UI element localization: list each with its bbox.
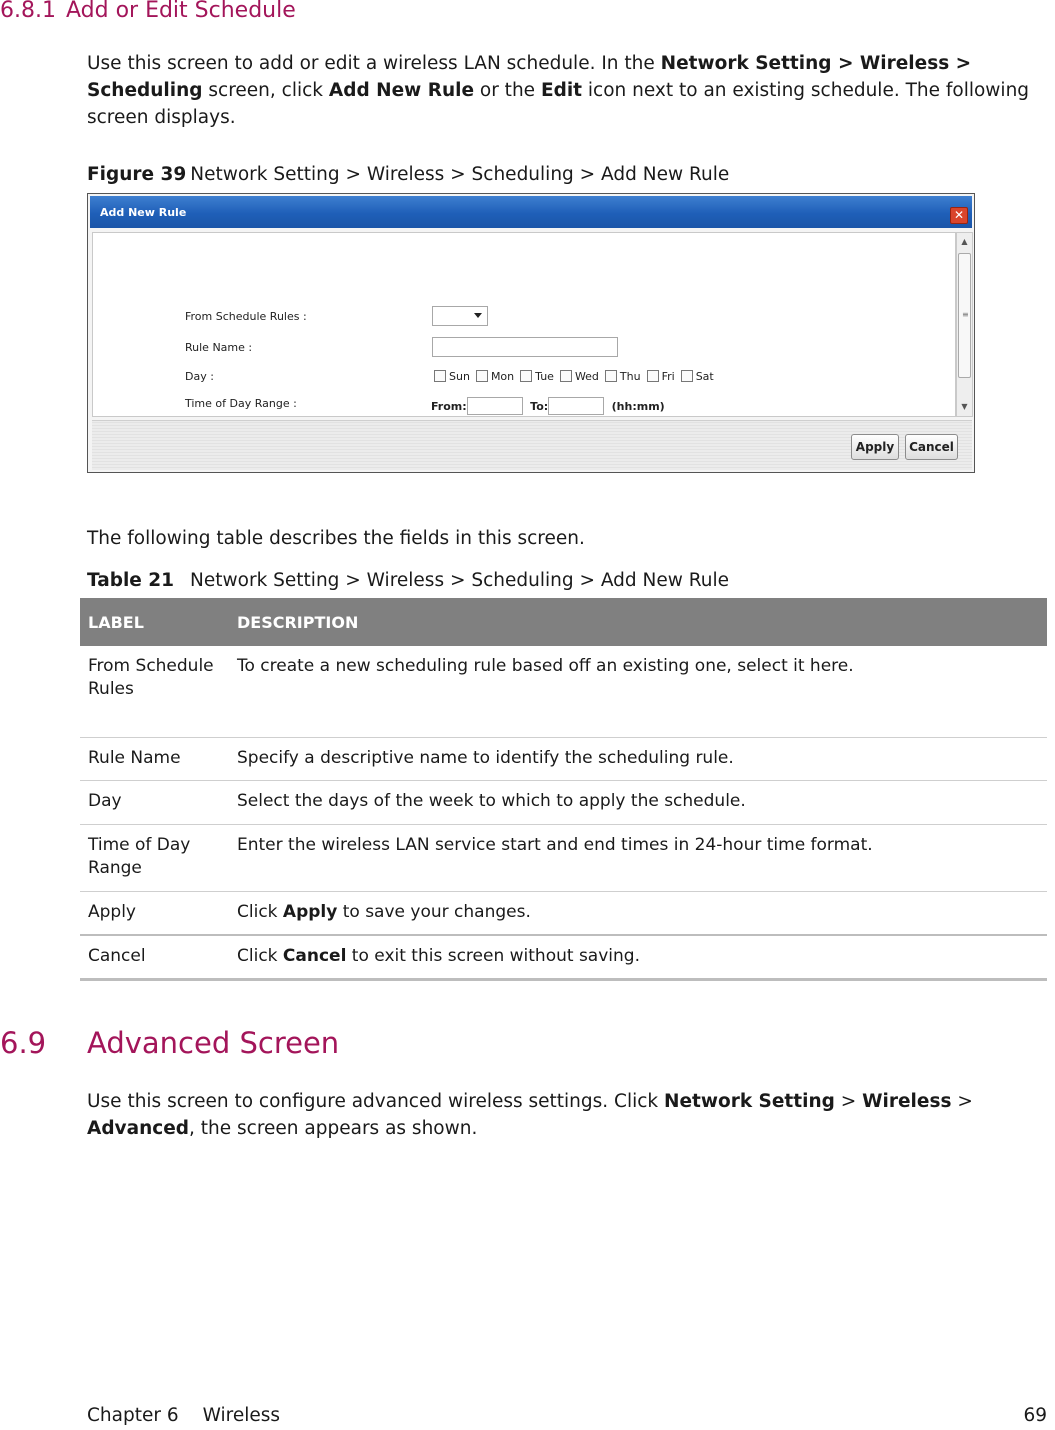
time-range-row — [431, 397, 665, 415]
dialog-body — [92, 232, 956, 417]
row-description: Click Apply to save your changes. — [229, 891, 1047, 935]
row-label: From Schedule Rules — [80, 646, 229, 737]
checkbox-icon[interactable] — [476, 370, 488, 382]
to-time-input[interactable] — [548, 397, 604, 415]
advanced-intro-paragraph: Use this screen to configure advanced wireless settings. Click Network Setting > Wireless > Advanced, the screen appears as shown. — [87, 1091, 973, 1139]
page-number: 69 — [1023, 1405, 1047, 1426]
row-description: Specify a descriptive name to identify the scheduling rule. — [229, 737, 1047, 780]
day-wed[interactable]: Wed — [560, 370, 599, 383]
row-label: Day — [80, 780, 229, 824]
add-new-rule-screenshot — [87, 193, 975, 473]
row-label: Rule Name — [80, 737, 229, 780]
row-description: Select the days of the week to which to apply the schedule. — [229, 780, 1047, 824]
figure-title: Network Setting > Wireless > Scheduling > Add New Rule — [190, 164, 730, 185]
day-label: Day : — [185, 370, 214, 383]
chapter-number: Chapter 6 — [87, 1405, 179, 1426]
figure-caption — [87, 164, 729, 185]
section-title: Add or Edit Schedule — [65, 0, 296, 23]
rule-name-label: Rule Name : — [185, 341, 253, 354]
page-footer-chapter — [87, 1405, 280, 1426]
from-label: From: — [431, 400, 467, 413]
table-title: Network Setting > Wireless > Scheduling > Add New Rule — [190, 570, 730, 591]
rule-name-input[interactable] — [432, 337, 618, 357]
section-number: 6.9 — [0, 1026, 47, 1060]
row-label: Apply — [80, 891, 229, 935]
table-row — [80, 935, 1047, 980]
day-sun[interactable]: Sun — [434, 370, 470, 383]
header-description: DESCRIPTION — [229, 598, 1047, 646]
row-description: Enter the wireless LAN service start and end times in 24-hour time format. — [229, 824, 1047, 891]
from-time-input[interactable] — [467, 397, 523, 415]
dialog-title-bar — [90, 196, 972, 228]
chevron-down-icon — [474, 313, 482, 318]
table-label: Table 21 — [87, 570, 175, 591]
day-tue[interactable]: Tue — [520, 370, 554, 383]
scroll-up-icon[interactable]: ▲ — [961, 237, 968, 246]
day-sat[interactable]: Sat — [681, 370, 714, 383]
close-icon[interactable]: ✕ — [950, 207, 968, 224]
checkbox-icon[interactable] — [520, 370, 532, 382]
dialog-footer — [92, 420, 972, 470]
chapter-title: Wireless — [202, 1405, 281, 1426]
checkbox-icon[interactable] — [434, 370, 446, 382]
table-row — [80, 737, 1047, 780]
section-heading-6-9 — [0, 1026, 339, 1060]
day-mon[interactable]: Mon — [476, 370, 514, 383]
row-label: Time of Day Range — [80, 824, 229, 891]
scroll-down-icon[interactable]: ▼ — [961, 402, 968, 411]
checkbox-icon[interactable] — [605, 370, 617, 382]
table-caption — [87, 570, 729, 591]
section-number: 6.8.1 — [0, 0, 56, 23]
day-thu[interactable]: Thu — [605, 370, 641, 383]
time-format-hint: (hh:mm) — [611, 400, 665, 413]
table-row — [80, 891, 1047, 935]
scroll-thumb[interactable] — [958, 253, 971, 378]
table-header-row — [80, 598, 1047, 646]
from-schedule-select[interactable] — [432, 306, 488, 326]
section-heading-6-8-1 — [0, 0, 296, 23]
to-label: To: — [530, 400, 549, 413]
vertical-scrollbar[interactable] — [956, 232, 973, 417]
row-description: To create a new scheduling rule based off an existing one, select it here. — [229, 646, 1047, 737]
time-range-label: Time of Day Range : — [185, 397, 297, 410]
grip-icon: ≡ — [962, 310, 969, 319]
section-title: Advanced Screen — [87, 1026, 340, 1060]
apply-button[interactable]: Apply — [851, 434, 899, 460]
checkbox-icon[interactable] — [681, 370, 693, 382]
day-checkboxes — [434, 370, 720, 383]
from-schedule-label: From Schedule Rules : — [185, 310, 307, 323]
checkbox-icon[interactable] — [647, 370, 659, 382]
field-description-table — [80, 598, 1047, 981]
intro-paragraph: Use this screen to add or edit a wireless LAN schedule. In the Network Setting > Wireless > Scheduling screen, click Add New Rule or the Edit icon next to an existing schedule. The following screen displays. — [87, 53, 1030, 128]
row-label: Cancel — [80, 935, 229, 980]
header-label: LABEL — [80, 598, 229, 646]
dialog-title: Add New Rule — [100, 206, 187, 219]
checkbox-icon[interactable] — [560, 370, 572, 382]
table-intro: The following table describes the fields in this screen. — [87, 528, 585, 549]
table-row — [80, 780, 1047, 824]
day-fri[interactable]: Fri — [647, 370, 675, 383]
table-row — [80, 824, 1047, 891]
table-row — [80, 646, 1047, 737]
row-description: Click Cancel to exit this screen without saving. — [229, 935, 1047, 980]
cancel-button[interactable]: Cancel — [905, 434, 958, 460]
figure-label: Figure 39 — [87, 164, 187, 185]
